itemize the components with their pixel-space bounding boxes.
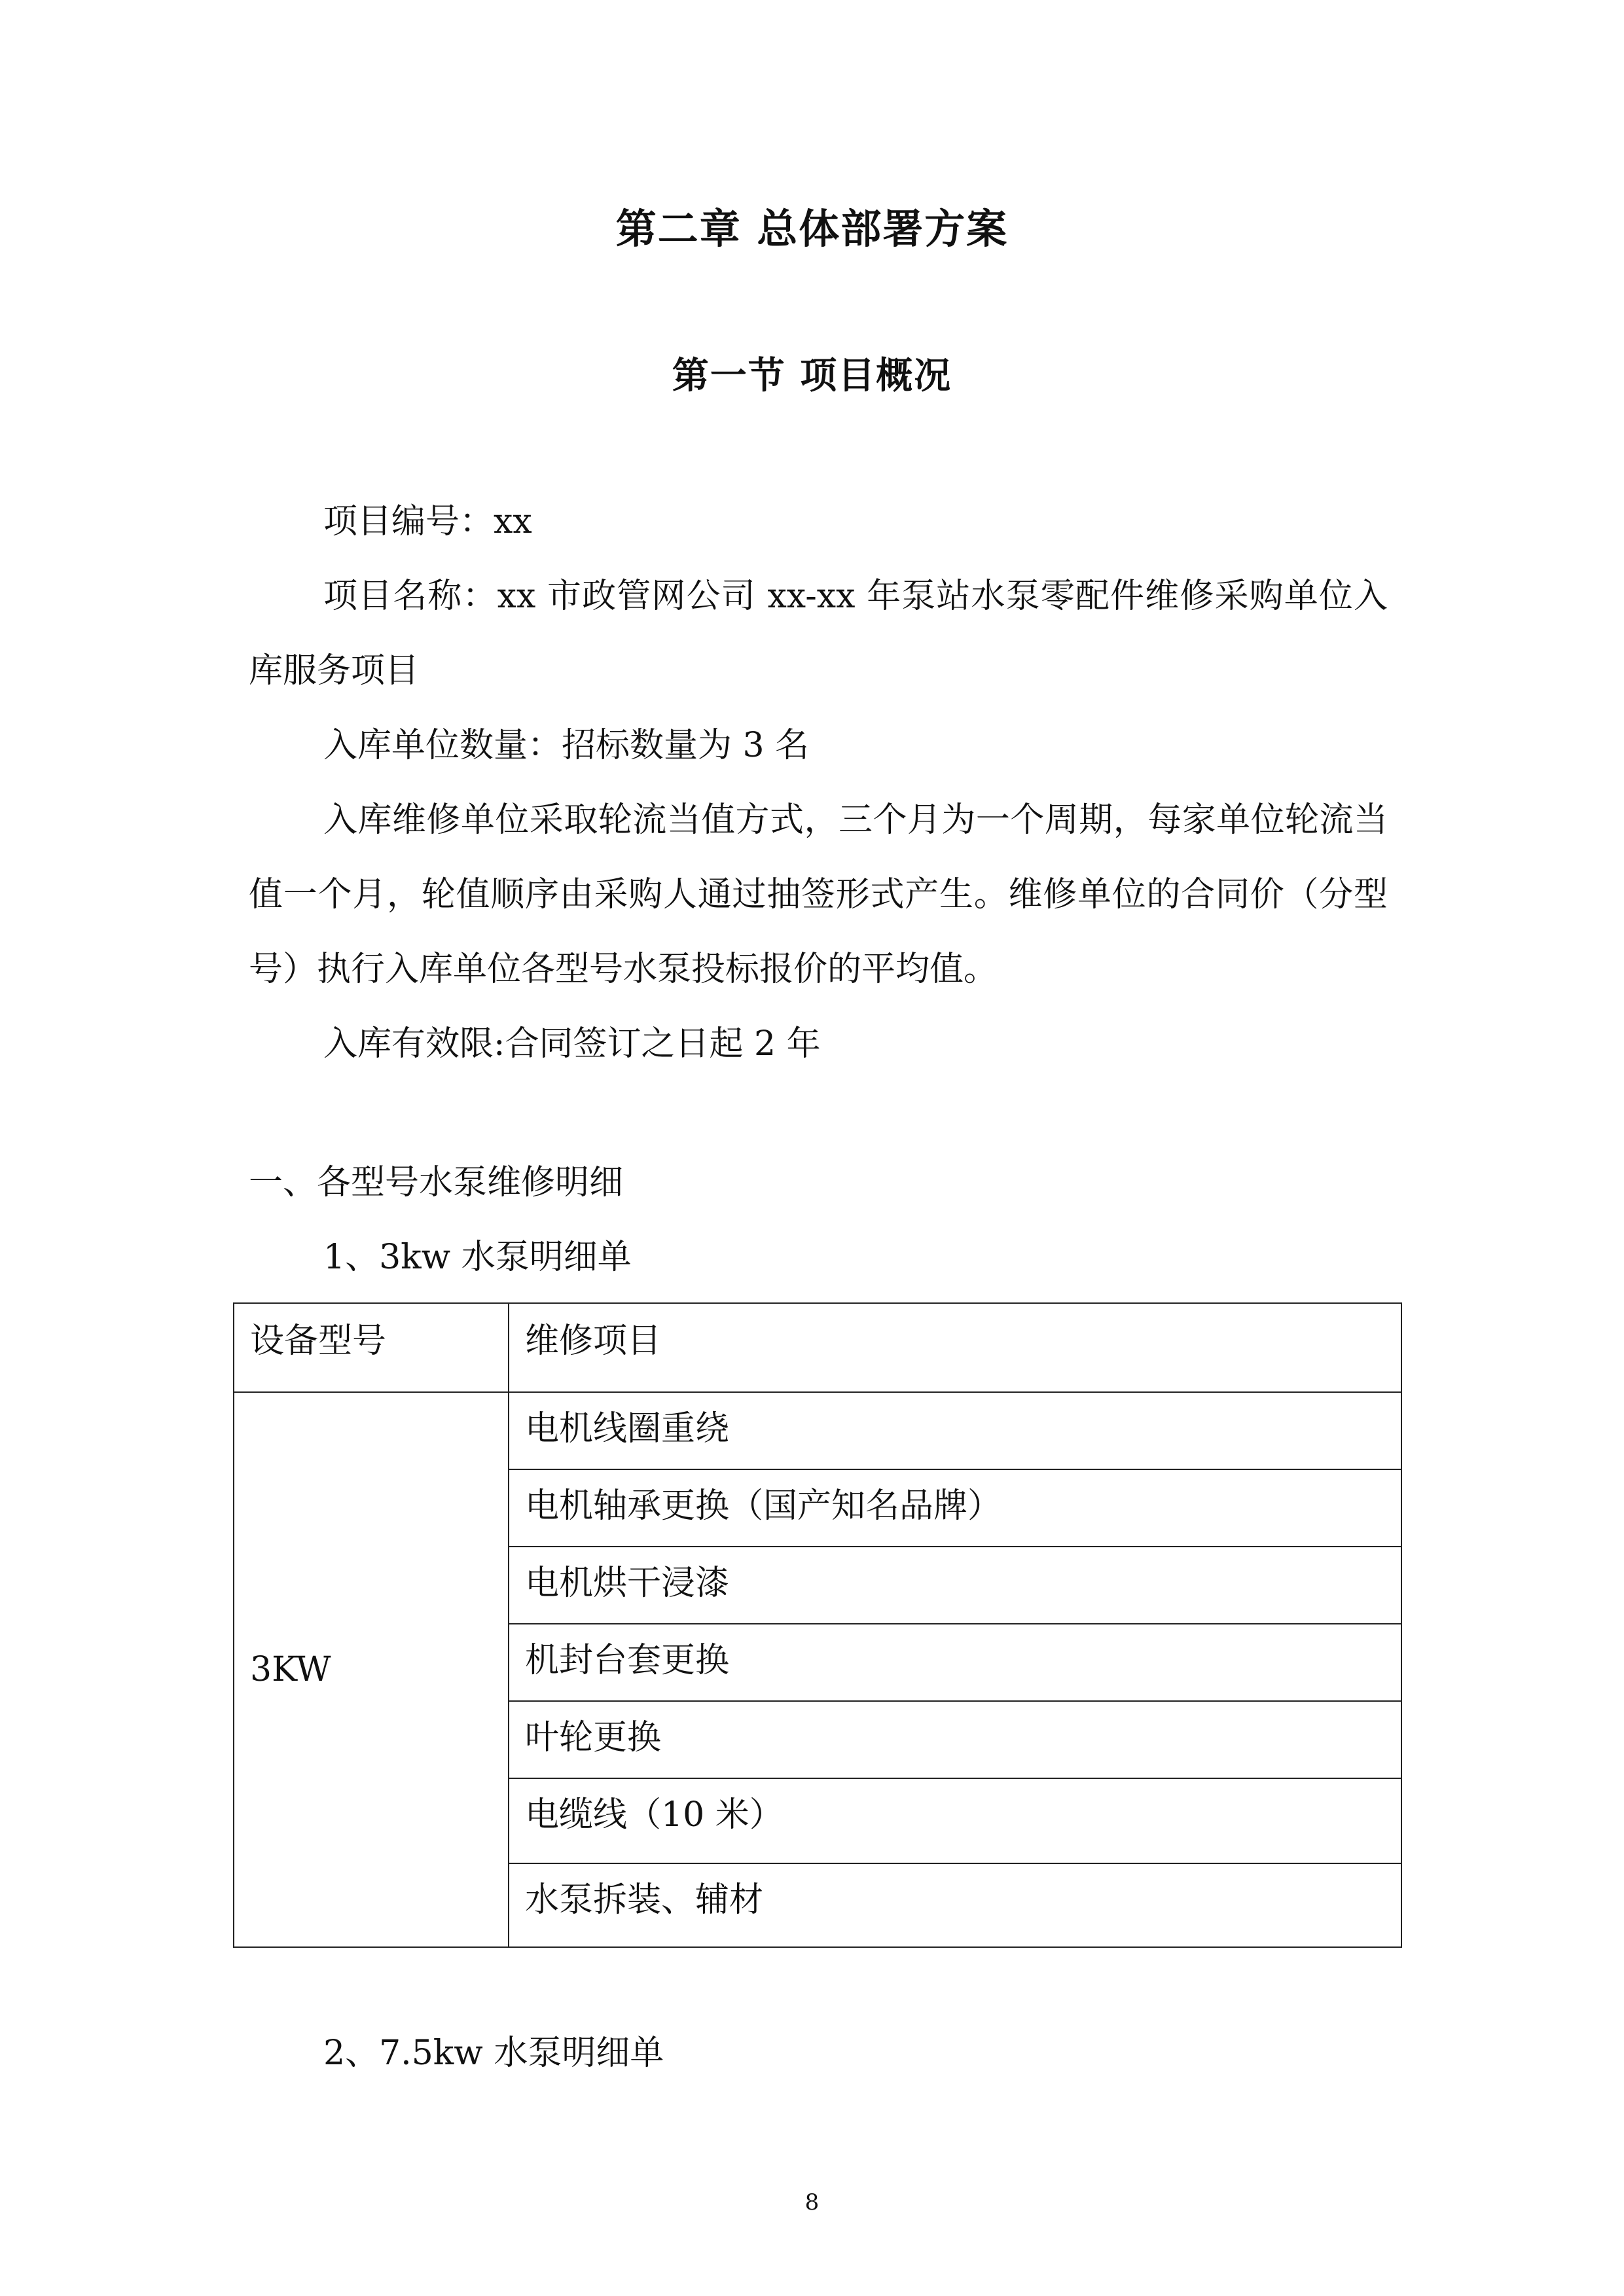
table-cell-model: 3KW	[234, 1392, 509, 1947]
paragraph-unit-count: 入库单位数量：招标数量为 3 名	[323, 726, 810, 765]
paragraph-project-number: 项目编号：xx	[323, 502, 532, 541]
table-cell-item: 机封台套更换	[509, 1624, 1401, 1701]
heading-repair-details: 一、各型号水泵维修明细	[249, 1163, 624, 1202]
table-cell-item: 电机线圈重绕	[509, 1392, 1401, 1469]
table-cell-item: 水泵拆装、辅材	[509, 1863, 1401, 1947]
table-header-row	[234, 1303, 1401, 1392]
table-header-model: 设备型号	[234, 1303, 509, 1392]
table-row	[234, 1392, 1401, 1469]
section-title: 第一节 项目概况	[672, 355, 952, 397]
paragraph-rotation-rule: 入库维修单位采取轮流当值方式，三个月为一个周期，每家单位轮流当值一个月，轮值顺序由采购人通过抽签形式产生。维修单位的合同价（分型号）执行入库单位各型号水泵投标报价的平均值。	[249, 800, 1388, 989]
page-number: 8	[804, 2189, 820, 2215]
table-cell-item: 电机轴承更换（国产知名品牌）	[509, 1469, 1401, 1547]
heading-7-5kw-list: 2、7.5kw 水泵明细单	[323, 2034, 664, 2073]
table-cell-item: 叶轮更换	[509, 1701, 1401, 1778]
chapter-title: 第二章 总体部署方案	[615, 205, 1009, 253]
repair-detail-table	[233, 1302, 1402, 1948]
paragraph-project-name: 项目名称：xx 市政管网公司 xx-xx 年泵站水泵零配件维修采购单位入库服务项目	[249, 577, 1388, 691]
project-overview-text	[249, 484, 1388, 1081]
table-cell-item: 电缆线（10 米）	[509, 1778, 1401, 1863]
table-cell-item: 电机烘干浸漆	[509, 1547, 1401, 1624]
paragraph-validity: 入库有效限:合同签订之日起 2 年	[323, 1024, 821, 1064]
table-header-items: 维修项目	[509, 1303, 1401, 1392]
heading-3kw-list: 1、3kw 水泵明细单	[323, 1238, 632, 1277]
